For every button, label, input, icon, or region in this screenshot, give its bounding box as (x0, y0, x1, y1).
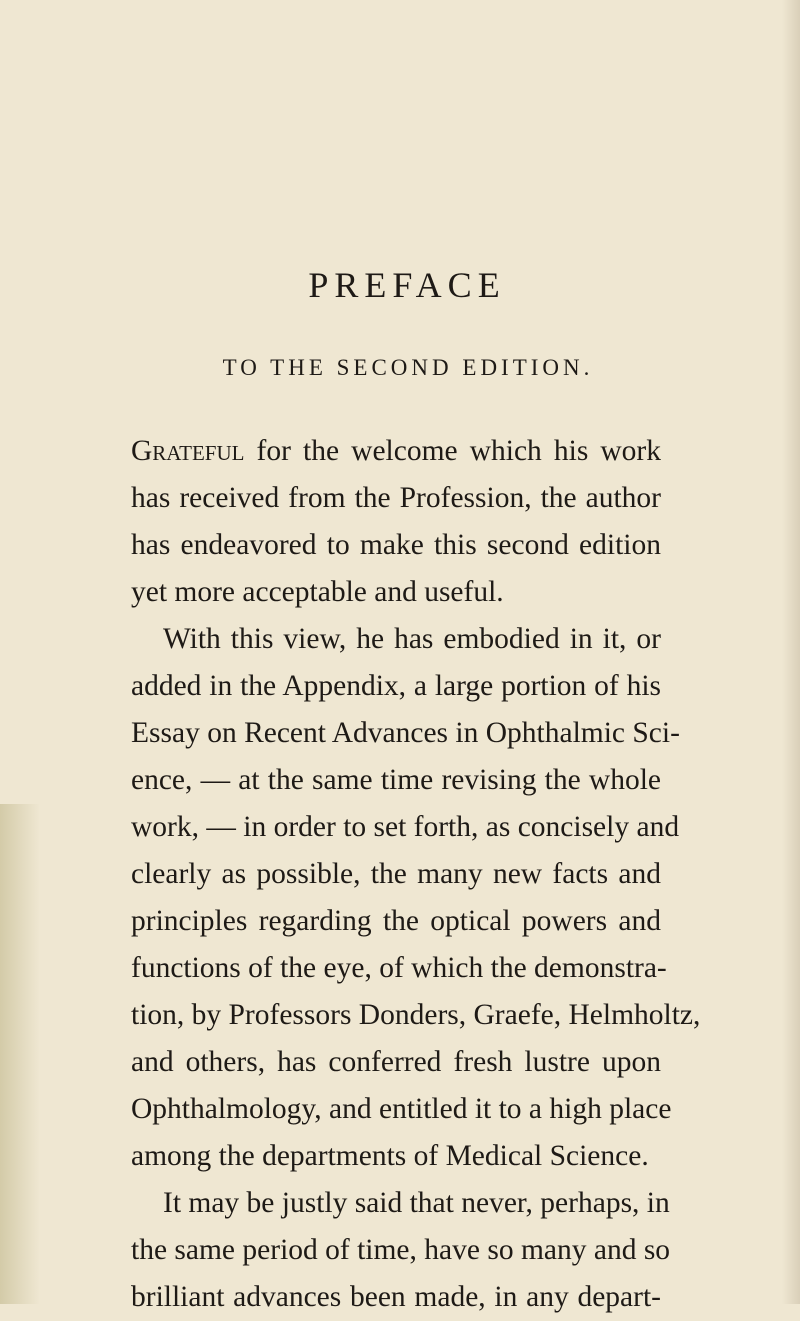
text-line: principles regarding the optical powers and (131, 905, 661, 937)
text-line: brilliant advances been made, in any depart- (131, 1281, 661, 1313)
page-edge-stain (0, 804, 40, 1304)
page-title: PREFACE (308, 265, 506, 305)
text-line: and others, has conferred fresh lustre upon (131, 1046, 661, 1078)
text-line: has endeavored to make this second edition (131, 529, 661, 561)
text-line: added in the Appendix, a large portion of his (131, 670, 661, 702)
text-line: yet more acceptable and useful. (131, 576, 504, 608)
text-line: functions of the eye, of which the demonstra- (131, 952, 667, 984)
text-line: has received from the Profession, the author (131, 482, 661, 514)
text-line-rest: for the welcome which his work (244, 435, 661, 467)
text-line: work, — in order to set forth, as concisely and (131, 811, 680, 843)
page-subtitle: TO THE SECOND EDITION. (222, 355, 594, 380)
text-line: tion, by Professors Donders, Graefe, Helmholtz, (131, 999, 701, 1031)
text-line: Essay on Recent Advances in Ophthalmic Sci- (131, 717, 680, 749)
preface-body (131, 428, 701, 1321)
text-line (131, 428, 661, 475)
text-line: Ophthalmology, and entitled it to a high place (131, 1093, 672, 1125)
text-line: clearly as possible, the many new facts and (131, 858, 661, 890)
text-line: among the departments of Medical Science. (131, 1140, 649, 1172)
lead-word: Grateful (131, 435, 245, 467)
text-line: the same period of time, have so many and so (131, 1234, 671, 1266)
text-line: With this view, he has embodied in it, or (163, 623, 661, 655)
text-line: It may be justly said that never, perhaps, in (163, 1187, 670, 1219)
page-edge-shadow (782, 0, 800, 1304)
text-line: ence, — at the same time revising the whole (131, 764, 661, 796)
